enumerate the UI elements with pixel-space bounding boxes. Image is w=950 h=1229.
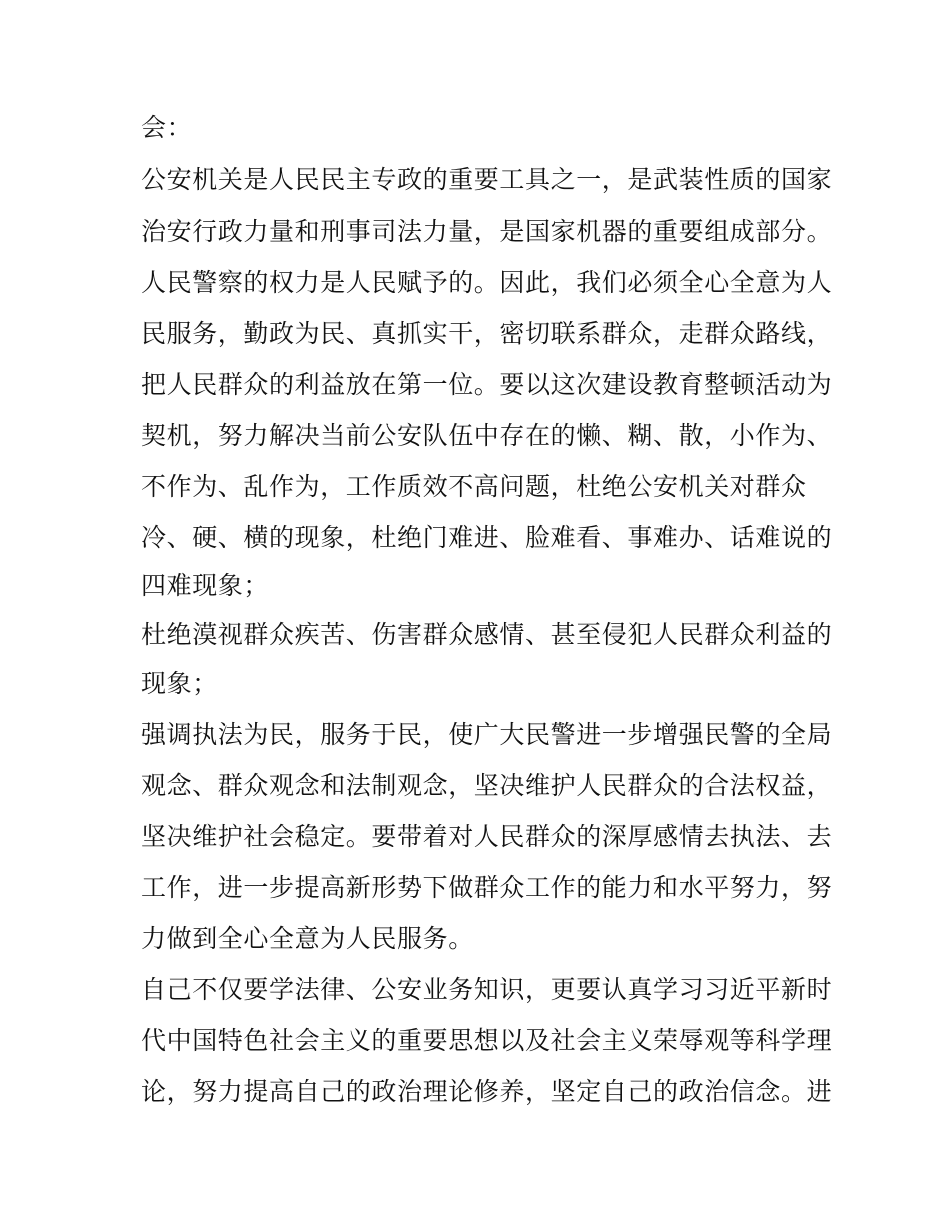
text-line: 力做到全心全意为人民服务。 <box>141 924 474 953</box>
text-line: 观念、群众观念和法制观念，坚决维护人民群众的合法权益， <box>141 771 833 800</box>
text-line: 代中国特色社会主义的重要思想以及社会主义荣辱观等科学理 <box>141 1026 833 1055</box>
text-line: 现象； <box>141 669 218 698</box>
text-line: 不作为、乱作为，工作质效不高问题，杜绝公安机关对群众 <box>141 472 807 501</box>
text-line: 坚决维护社会稳定。要带着对人民群众的深厚感情去执法、去 <box>141 822 833 851</box>
text-line: 杜绝漠视群众疾苦、伤害群众感情、甚至侵犯人民群众利益的 <box>141 620 833 649</box>
text-line: 民服务，勤政为民、真抓实干，密切联系群众，走群众路线， <box>141 319 833 348</box>
text-line: 工作，进一步提高新形势下做群众工作的能力和水平努力，努 <box>141 873 833 902</box>
text-line: 自己不仅要学法律、公安业务知识，更要认真学习习近平新时 <box>141 975 833 1004</box>
text-line: 四难现象； <box>141 571 270 600</box>
text-line: 冷、硬、横的现象，杜绝门难进、脸难看、事难办、话难说的 <box>141 523 833 552</box>
text-line: 把人民群众的利益放在第一位。要以这次建设教育整顿活动为 <box>141 370 833 399</box>
text-line: 公安机关是人民民主专政的重要工具之一，是武装性质的国家 <box>141 165 833 194</box>
text-line: 治安行政力量和刑事司法力量，是国家机器的重要组成部分。 <box>141 217 833 246</box>
text-line: 契机，努力解决当前公安队伍中存在的懒、糊、散，小作为、 <box>141 421 833 450</box>
text-line: 人民警察的权力是人民赋予的。因此，我们必须全心全意为人 <box>141 268 833 297</box>
text-line: 会： <box>141 113 193 142</box>
text-line: 论，努力提高自己的政治理论修养，坚定自己的政治信念。进 <box>141 1077 833 1106</box>
text-line: 强调执法为民，服务于民，使广大民警进一步增强民警的全局 <box>141 720 833 749</box>
